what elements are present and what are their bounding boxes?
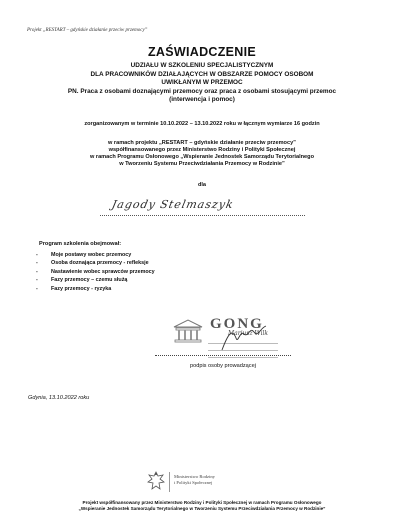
eagle-emblem-icon — [146, 470, 166, 494]
project-block — [0, 140, 404, 168]
ministry-name: Ministerstwo Rodziny i Polityki Społecznej — [174, 474, 215, 485]
subtitle-line: (interwencja i pomoc) — [169, 96, 235, 104]
bullet: - — [36, 285, 38, 292]
program-item: - Moje postawy wobec przemocy — [36, 252, 132, 258]
footer-funding-note — [0, 500, 404, 512]
subtitle-line: DLA PRACOWNIKÓW DZIAŁAJĄCYCH W OBSZARZE POMOCY OSOBOM — [90, 70, 314, 78]
project-line: w ramach Programu Osłonowego „Wspieranie Jednostek Samorządu Terytorialnego — [89, 154, 314, 160]
program-item: - Fazy przemocy - ryzyka — [36, 285, 112, 292]
project-line: współfinansowanego przez Ministerstwo Rodziny i Polityki Społecznej — [108, 147, 296, 153]
program-item: - Osoba doznająca przemocy - refleksje — [36, 260, 149, 267]
ministry-separator — [169, 472, 170, 492]
program-title: Program szkolenia obejmował: — [39, 241, 122, 247]
date-line: Gdynia, 13.10.2022 roku — [28, 395, 90, 401]
subtitle-line: UWIKŁANYM W PRZEMOC — [161, 79, 243, 87]
recipient-name-dotted-line — [100, 215, 305, 216]
bullet: - — [36, 260, 38, 267]
stamp-org-name: GONG — [210, 316, 264, 332]
building-icon — [172, 318, 204, 344]
signature-label: podpis osoby prowadzącej — [190, 363, 256, 369]
ministry-logo — [146, 470, 266, 496]
stamp-signature: Mariusz Wilk — [228, 330, 269, 337]
project-line: w Tworzeniu Systemu Przeciwdziałania Przemocy w Rodzinie” — [119, 161, 285, 167]
subtitle-line: UDZIAŁU W SZKOLENIU SPECJALISTYCZNYM — [130, 62, 274, 69]
bullet: - — [36, 268, 38, 275]
signature-dotted-line — [155, 355, 291, 356]
organized-line: zorganizowanym w terminie 10.10.2022 – 13.10.2022 roku w łącznym wymiarze 16 godzin — [84, 121, 320, 127]
program-list — [36, 251, 155, 293]
certificate-title: ZAŚWIADCZENIE — [147, 45, 257, 59]
header-project-note: Projekt „RESTART – gdyńskie działanie przeciw przemocy” — [27, 28, 148, 33]
recipient-name-handwritten: Jagody Stelmaszyk — [110, 198, 236, 211]
bullet: - — [36, 252, 38, 258]
program-item: - Fazy przemocy – czemu służą — [36, 277, 128, 284]
recipient-name-field — [100, 200, 305, 216]
subtitle-block — [0, 62, 404, 105]
program-item: - Nastawienie wobec sprawców przemocy — [36, 268, 155, 275]
for-label: dla — [197, 182, 207, 188]
footer-line: Projekt współfinansowany przez Ministerstwo Rodziny i Polityki Społecznej w ramach Programu Osłonowego — [82, 500, 322, 505]
project-line: w ramach projektu „RESTART – gdyńskie działanie przeciw przemocy” — [108, 140, 296, 146]
signature-scribble-icon — [220, 324, 270, 354]
footer-line: „Wspieranie Jednostek Samorządu Terytorialnego w Tworzeniu Systemu Przeciwdziałania Przemocy w Rodzinie” — [78, 506, 326, 512]
organization-stamp — [172, 318, 292, 364]
subtitle-line: PN. Praca z osobami doznającymi przemocy oraz praca z osobami stosującymi przemoc — [67, 87, 337, 95]
bullet: - — [36, 277, 38, 284]
